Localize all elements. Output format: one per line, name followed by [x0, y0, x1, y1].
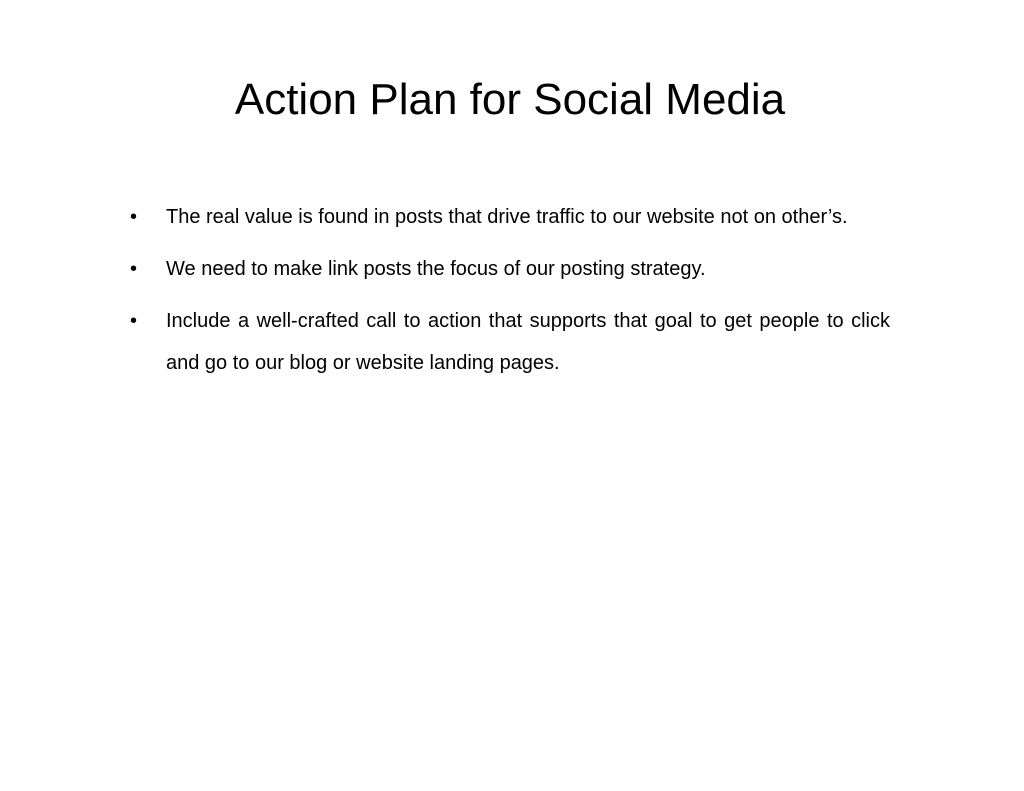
bullet-list [128, 196, 890, 394]
bullet-text: The real value is found in posts that drive traffic to our website not on other’s. [166, 206, 848, 228]
slide-title: Action Plan for Social Media [234, 75, 786, 124]
bullet-text: Include a well-crafted call to action that supports that goal to get people to click and go to our blog or website landing pages. [166, 310, 890, 374]
bullet-dot-icon: • [130, 206, 138, 228]
bullet-item [128, 248, 890, 290]
bullet-item [128, 300, 890, 384]
bullet-item [128, 196, 890, 238]
bullet-dot-icon: • [130, 258, 138, 280]
bullet-text: We need to make link posts the focus of our posting strategy. [166, 258, 706, 280]
bullet-dot-icon: • [130, 310, 138, 332]
